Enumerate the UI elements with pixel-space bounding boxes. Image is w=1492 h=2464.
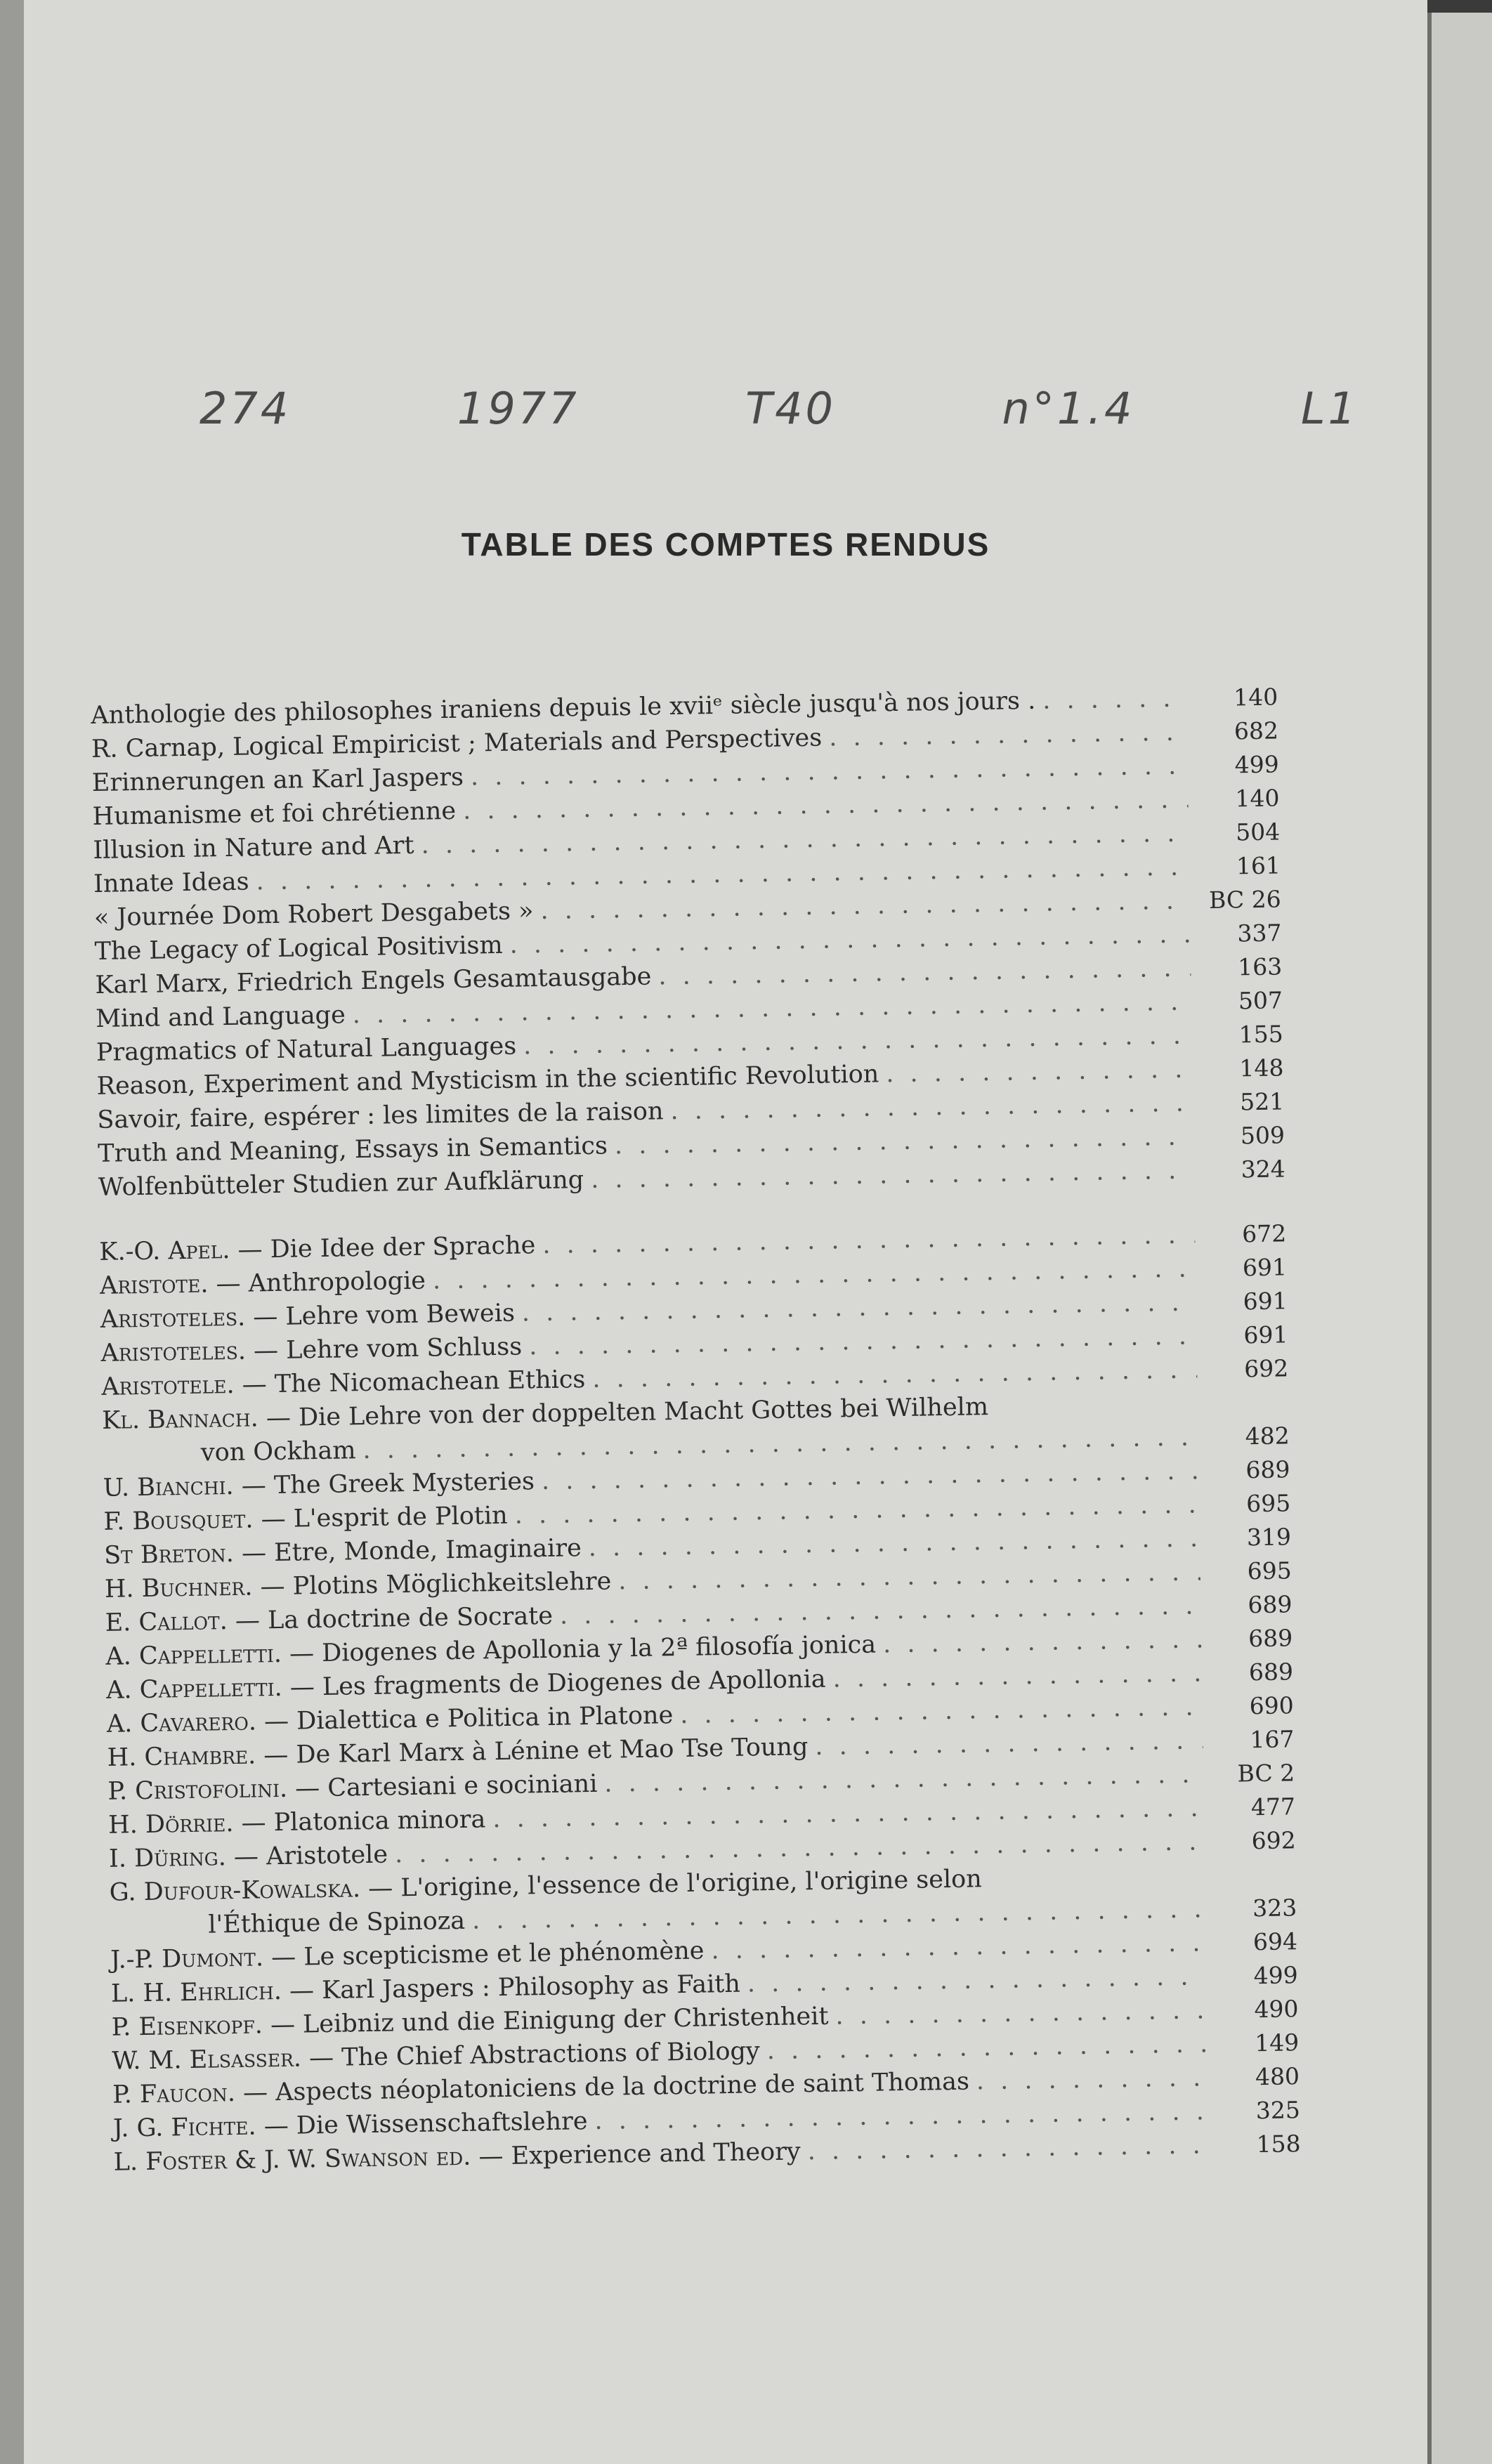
entry-title: — Plotins Möglichkeitslehre xyxy=(260,1567,612,1601)
entry-page-number: 323 xyxy=(1252,1894,1297,1922)
entry-title: — Platonica minora xyxy=(241,1805,486,1837)
entry-page-number: 161 xyxy=(1236,851,1281,880)
entry-page-number: 692 xyxy=(1251,1826,1297,1855)
entry-page-number: 691 xyxy=(1243,1321,1288,1349)
entry-page-number xyxy=(1212,1882,1297,1883)
entry-author: F. Bousquet. xyxy=(103,1505,254,1536)
handwritten-note xyxy=(199,383,1359,434)
handwritten-issue: n°1.4 xyxy=(1002,383,1135,434)
entry-text xyxy=(93,829,414,867)
entry-text xyxy=(93,865,249,900)
entry-page-number: 167 xyxy=(1250,1725,1295,1754)
entry-title: — L'origine, l'essence de l'origine, l'origine selon xyxy=(367,1865,983,1903)
entry-page-number: 140 xyxy=(1233,683,1278,712)
entry-page-number: 482 xyxy=(1245,1422,1290,1450)
entry-text xyxy=(103,1434,356,1472)
entry-title: Truth and Meaning, Essays in Semantics xyxy=(97,1132,608,1168)
entry-page-number: 690 xyxy=(1249,1691,1295,1720)
entry-title: — The Chief Abstractions of Biology xyxy=(308,2037,760,2073)
entry-author: Aristote. xyxy=(99,1270,209,1300)
entry-title: Humanisme et foi chrétienne xyxy=(92,797,457,831)
entry-page-number: 155 xyxy=(1238,1020,1284,1049)
entry-title: Reason, Experiment and Mysticism in the scientific Revolution xyxy=(96,1060,879,1101)
page-corner-shadow xyxy=(1427,0,1492,13)
entry-title: R. Carnap, Logical Empiricist ; Materials and Perspectives xyxy=(91,723,823,764)
entry-page-number xyxy=(1205,1410,1289,1411)
entry-title: — Die Lehre von der doppelten Macht Gottes bei Wilhelm xyxy=(266,1393,989,1433)
entry-author: P. Eisenkopf. xyxy=(111,2011,263,2042)
entry-page-number: 477 xyxy=(1250,1793,1296,1821)
entry-title: — Die Wissenschaftslehre xyxy=(263,2107,588,2141)
entry-page-number: 504 xyxy=(1235,818,1281,846)
entry-page-number: 691 xyxy=(1243,1287,1288,1316)
entry-page-number: BC 2 xyxy=(1237,1759,1295,1788)
entry-author: P. Cristofolini. xyxy=(107,1774,288,1806)
entry-author: E. Callot. xyxy=(105,1607,228,1637)
author-entries-section xyxy=(99,1217,1301,2179)
entry-page-number: 324 xyxy=(1241,1155,1286,1184)
entry-page-number: 689 xyxy=(1248,1658,1294,1686)
entry-author: H. Dörrie. xyxy=(107,1809,234,1840)
handwritten-code: L1 xyxy=(1301,383,1359,434)
entry-title: — Aristotele xyxy=(233,1840,388,1871)
entry-page-number: 521 xyxy=(1239,1087,1285,1116)
entry-page-number: 490 xyxy=(1254,1995,1299,2024)
handwritten-number: 274 xyxy=(199,383,292,434)
entry-title: Illusion in Nature and Art xyxy=(93,831,414,865)
entry-author: I. Düring. xyxy=(108,1843,227,1873)
dot-leader xyxy=(976,2061,1208,2098)
entry-title: — Dialettica e Politica in Platone xyxy=(263,1701,674,1736)
entry-page-number: 689 xyxy=(1245,1455,1290,1484)
dot-leader xyxy=(807,2128,1210,2168)
entry-title: Pragmatics of Natural Languages xyxy=(96,1032,517,1067)
entry-author: A. Cappelletti. xyxy=(105,1639,282,1671)
table-of-reviews xyxy=(91,680,1301,2179)
entry-text xyxy=(92,794,456,834)
entry-page-number: 689 xyxy=(1248,1624,1293,1653)
entry-page-number: 692 xyxy=(1243,1354,1289,1383)
entry-title: — Leibniz und die Einigung der Christenheit xyxy=(270,2002,829,2040)
entry-author: Aristoteles. xyxy=(100,1303,246,1334)
entry-title: Innate Ideas xyxy=(93,867,249,898)
entry-title: — Etre, Monde, Imaginaire xyxy=(241,1534,582,1568)
entry-title: — Lehre vom Schluss xyxy=(253,1332,523,1365)
document-page xyxy=(24,0,1427,2464)
entry-author: L. H. Ehrlich. xyxy=(110,1977,282,2008)
dot-leader xyxy=(829,715,1188,754)
entry-author: W. M. Elsasser. xyxy=(112,2044,302,2076)
entry-page-number: 149 xyxy=(1254,2029,1300,2057)
entry-author: P. Faucon. xyxy=(112,2079,236,2109)
entry-page-number: 694 xyxy=(1252,1927,1298,1956)
entry-title: Mind and Language xyxy=(95,1001,346,1033)
entry-title: Erinnerungen an Karl Jaspers xyxy=(91,763,464,797)
entry-author: G. Dufour-Kowalska. xyxy=(109,1875,361,1907)
entry-title: — Die Idee der Sprache xyxy=(237,1231,536,1264)
entry-title: — L'esprit de Plotin xyxy=(261,1501,508,1534)
dot-leader xyxy=(832,1656,1202,1696)
entry-author: Kl. Bannach. xyxy=(101,1404,259,1435)
entry-title: — La doctrine de Socrate xyxy=(235,1601,554,1635)
entry-title: l'Éthique de Spinoza xyxy=(208,1906,466,1939)
entry-title: « Journée Dom Robert Desgabets » xyxy=(93,897,534,932)
entry-page-number: BC 26 xyxy=(1208,885,1281,915)
entry-text xyxy=(100,1264,426,1303)
entry-author: K.-O. Apel. xyxy=(99,1236,230,1266)
entry-text xyxy=(96,998,346,1036)
entry-title: — Karl Jaspers : Philosophy as Faith xyxy=(289,1970,741,2005)
entry-title: von Ockham xyxy=(200,1436,356,1467)
entry-author: Aristoteles. xyxy=(100,1337,247,1368)
entry-title: — Aspects néoplatoniciens de la doctrine de saint Thomas xyxy=(242,2067,970,2107)
dot-leader xyxy=(1042,681,1187,717)
entry-title: — Les fragments de Diogenes de Apollonia xyxy=(289,1665,826,1702)
entry-page-number: 682 xyxy=(1233,716,1279,745)
dot-leader xyxy=(886,1052,1193,1091)
book-spine-shadow xyxy=(0,0,24,2464)
entry-author: H. Buchner. xyxy=(104,1573,253,1604)
entry-author: A. Cavarero. xyxy=(106,1708,257,1738)
entry-page-number: 499 xyxy=(1234,750,1279,779)
entry-page-number: 509 xyxy=(1240,1121,1285,1150)
entry-author: H. Chambre. xyxy=(107,1741,256,1772)
entry-page-number: 695 xyxy=(1247,1557,1293,1585)
handwritten-volume: T40 xyxy=(745,383,836,434)
entry-page-number: 695 xyxy=(1245,1489,1291,1518)
entry-author: A. Cappelletti. xyxy=(105,1673,282,1705)
entry-page-number: 691 xyxy=(1242,1253,1288,1282)
entry-page-number: 507 xyxy=(1238,986,1283,1015)
entry-title: — Lehre vom Beweis xyxy=(252,1299,516,1332)
entry-page-number: 689 xyxy=(1248,1590,1293,1619)
entry-page-number: 325 xyxy=(1255,2096,1301,2125)
entry-text xyxy=(110,1904,465,1944)
entry-page-number: 499 xyxy=(1253,1961,1299,1990)
dot-leader xyxy=(815,1724,1203,1764)
entry-page-number: 158 xyxy=(1256,2130,1301,2158)
entry-page-number: 163 xyxy=(1237,952,1283,981)
entry-title: — Cartesiani e sociniani xyxy=(294,1769,598,1803)
entry-author: J. G. Fichte. xyxy=(112,2112,256,2143)
entry-title: The Legacy of Logical Positivism xyxy=(94,931,503,966)
entry-author: St Breton. xyxy=(103,1539,235,1570)
entry-text xyxy=(92,761,464,800)
anonymous-entries-section xyxy=(91,680,1285,1204)
page-title: TABLE DES COMPTES RENDUS xyxy=(461,526,990,563)
entry-title: Savoir, faire, espérer : les limites de la raison xyxy=(97,1097,664,1134)
entry-author: J.-P. Dumont. xyxy=(110,1944,264,1974)
entry-text xyxy=(98,1163,584,1205)
entry-title: — The Greek Mysteries xyxy=(241,1467,535,1500)
entry-page-number: 319 xyxy=(1246,1523,1292,1552)
entry-author: Aristotele. xyxy=(101,1370,235,1401)
dot-leader xyxy=(995,1411,1198,1415)
handwritten-year: 1977 xyxy=(457,383,580,434)
entry-author: L. Foster & J. W. Swanson ed. xyxy=(113,2142,471,2177)
entry-title: Wolfenbütteler Studien zur Aufklärung xyxy=(98,1166,584,1202)
adjacent-page-edge xyxy=(1427,0,1492,2464)
entry-page-number: 337 xyxy=(1237,919,1282,948)
dot-leader xyxy=(883,1623,1202,1661)
entry-author: U. Bianchi. xyxy=(103,1472,234,1502)
dot-leader xyxy=(989,1883,1205,1887)
entry-title: Karl Marx, Friedrich Engels Gesamtausgabe xyxy=(95,962,652,1000)
entry-title: — De Karl Marx à Lénine et Mao Tse Toung xyxy=(263,1733,809,1770)
entry-title: — The Nicomachean Ethics xyxy=(242,1365,586,1399)
entry-title: — Diogenes de Apollonia y la 2ª filosofía jonica xyxy=(289,1630,877,1668)
entry-title: — Anthropologie xyxy=(216,1266,426,1299)
entry-text xyxy=(109,1838,388,1876)
entry-text xyxy=(108,1802,486,1842)
entry-title: Anthologie des philosophes iraniens depuis le xviiᵉ siècle jusqu'à nos jours . xyxy=(91,686,1036,730)
entry-page-number: 480 xyxy=(1255,2062,1300,2091)
entry-page-number: 148 xyxy=(1239,1054,1284,1082)
entry-title: — Experience and Theory xyxy=(478,2137,801,2171)
dot-leader xyxy=(835,1993,1208,2033)
entry-title: — Le scepticisme et le phénomène xyxy=(270,1937,705,1972)
entry-page-number: 672 xyxy=(1241,1219,1287,1248)
entry-page-number: 140 xyxy=(1235,784,1280,813)
